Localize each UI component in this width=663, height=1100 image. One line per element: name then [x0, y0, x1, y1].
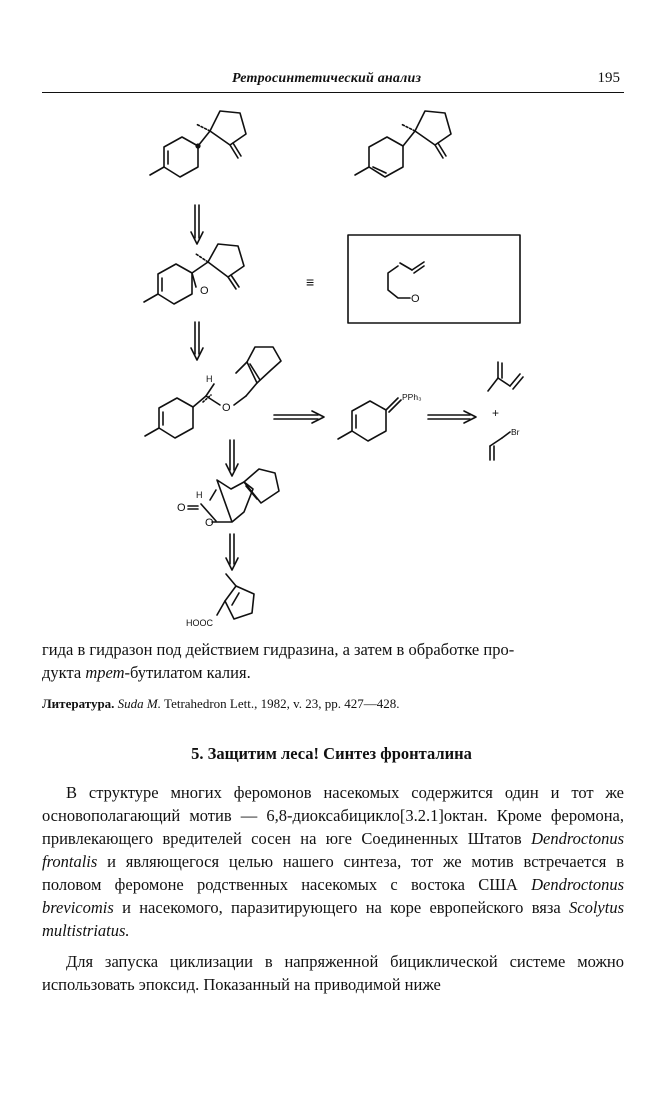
retro-arrow-1 — [191, 205, 203, 244]
references — [42, 696, 400, 712]
p1-italic-tert: трет — [85, 663, 125, 682]
reference-author: Suda M. — [117, 696, 162, 711]
p1-line1: гида в гидразон под действием гидразина, а затем в обработке про- — [42, 640, 515, 659]
equivalence-sign: ≡ — [306, 274, 315, 290]
hydrogen-label-ether: H — [206, 374, 213, 384]
structure-allyl-vinyl-ether — [145, 347, 281, 438]
oxygen-label-ether: O — [222, 402, 231, 414]
oxygen-label-box: O — [411, 293, 420, 305]
references-label: Литература. — [42, 696, 115, 711]
structure-target-left — [150, 111, 246, 177]
hydrogen-label-lactone: H — [196, 490, 203, 500]
oxygen-label-carbonyl: O — [177, 502, 186, 514]
species-scolytus: Scolytus multistriatus. — [42, 898, 624, 940]
p2-text-a: В структуре многих феромонов насекомых содержится один и тот же основополагающий мотив — 6,8-диоксабицикло[3.2.1]октан. Кроме феромона, привлекающего вредителей сосен на юге Соединенных Штатов — [42, 783, 624, 848]
structure-target-right — [355, 111, 451, 177]
retro-arrow-6 — [226, 534, 238, 570]
fragment-allyl-bromide — [490, 432, 510, 460]
retro-arrow-4 — [428, 411, 476, 423]
oxygen-label-aldehyde: O — [200, 285, 209, 297]
p2-text-c: и насекомого, паразитирующего на коре европейского вяза — [113, 898, 569, 917]
section-title: 5. Защитим леса! Синтез фронталина — [191, 744, 472, 763]
p2-text-b: и являющегося целью нашего синтеза, тот же мотив встречается в половом феромоне родственных насекомых с востока США — [42, 852, 624, 894]
running-title: Ретросинтетический анализ — [232, 71, 422, 86]
scheme-labels — [177, 274, 520, 628]
species-frontalis: Dendroctonus frontalis — [42, 829, 624, 871]
p1-line2-a: дукта — [42, 663, 86, 682]
oxygen-label-lactone: O — [205, 517, 214, 529]
retro-arrow-5 — [226, 440, 238, 476]
structure-ylide — [338, 398, 401, 441]
fragment-isoprene — [488, 362, 523, 391]
p1-line2-b: -бутилатом калия. — [124, 663, 251, 682]
acid-label: HOOC — [186, 618, 213, 628]
bromine-label: Br — [511, 427, 520, 437]
paragraph-continuation — [42, 638, 624, 684]
structure-aldehyde — [144, 244, 244, 304]
species-brevicomis: Dendroctonus brevicomis — [42, 875, 624, 917]
paragraph-epoxide: Для запуска циклизации в напряженной бициклической системе можно использовать эпоксид. Показанный на приводимой ниже — [42, 952, 624, 994]
retro-arrow-2 — [191, 322, 203, 360]
page-number: 195 — [597, 70, 620, 86]
structure-acid — [217, 574, 254, 619]
retro-arrow-3 — [274, 411, 324, 423]
paragraph-pheromones — [42, 781, 624, 942]
retrosynthesis-scheme — [0, 95, 663, 635]
transition-state-box — [348, 235, 520, 323]
ylide-label: PPh₃ — [402, 392, 422, 402]
page-header — [42, 70, 624, 93]
reference-source: Tetrahedron Lett., 1982, v. 23, pp. 427—428. — [164, 696, 400, 711]
plus-sign: + — [492, 406, 500, 420]
